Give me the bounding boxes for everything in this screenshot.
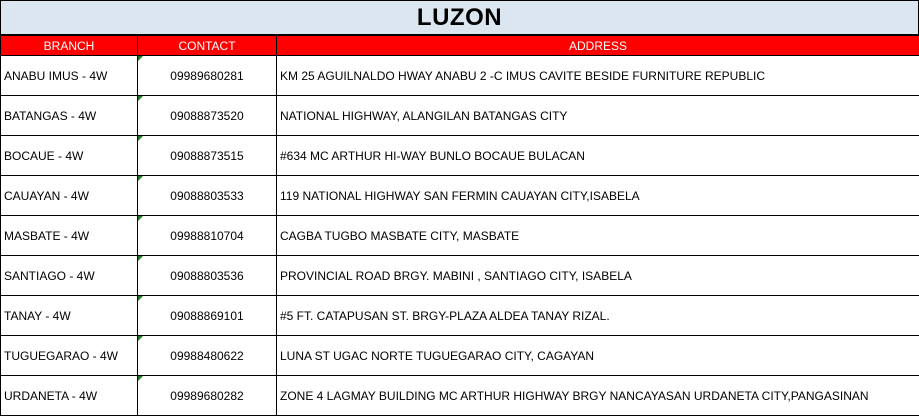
- branch-cell[interactable]: CAUAYAN - 4W: [1, 176, 138, 216]
- column-header-address: ADDRESS: [277, 36, 919, 56]
- address-cell[interactable]: #5 FT. CATAPUSAN ST. BRGY-PLAZA ALDEA TANAY RIZAL.: [277, 296, 919, 336]
- contact-cell[interactable]: 09088869101: [138, 296, 277, 336]
- table-row: [1, 216, 919, 256]
- table-row: [1, 336, 919, 376]
- contact-cell[interactable]: 09989680281: [138, 56, 277, 96]
- address-cell[interactable]: 119 NATIONAL HIGHWAY SAN FERMIN CAUAYAN CITY,ISABELA: [277, 176, 919, 216]
- page-title: LUZON: [417, 4, 502, 32]
- table-row: [1, 56, 919, 96]
- contact-cell[interactable]: 09088803536: [138, 256, 277, 296]
- contact-cell[interactable]: 09989680282: [138, 376, 277, 416]
- contact-cell[interactable]: 09088803533: [138, 176, 277, 216]
- table-row: [1, 136, 919, 176]
- branch-cell[interactable]: ANABU IMUS - 4W: [1, 56, 138, 96]
- branch-cell[interactable]: BOCAUE - 4W: [1, 136, 138, 176]
- title-bar: [0, 0, 919, 35]
- address-cell[interactable]: PROVINCIAL ROAD BRGY. MABINI , SANTIAGO CITY, ISABELA: [277, 256, 919, 296]
- address-cell[interactable]: KM 25 AGUILNALDO HWAY ANABU 2 -C IMUS CAVITE BESIDE FURNITURE REPUBLIC: [277, 56, 919, 96]
- table-row: [1, 296, 919, 336]
- branch-cell[interactable]: MASBATE - 4W: [1, 216, 138, 256]
- column-header-contact: CONTACT: [138, 36, 277, 56]
- branch-cell[interactable]: SANTIAGO - 4W: [1, 256, 138, 296]
- contact-cell[interactable]: 09088873520: [138, 96, 277, 136]
- address-cell[interactable]: CAGBA TUGBO MASBATE CITY, MASBATE: [277, 216, 919, 256]
- table-body: [1, 56, 919, 416]
- address-cell[interactable]: #634 MC ARTHUR HI-WAY BUNLO BOCAUE BULACAN: [277, 136, 919, 176]
- address-cell[interactable]: LUNA ST UGAC NORTE TUGUEGARAO CITY, CAGAYAN: [277, 336, 919, 376]
- contact-cell[interactable]: 09988480622: [138, 336, 277, 376]
- table-row: [1, 376, 919, 416]
- branch-cell[interactable]: TUGUEGARAO - 4W: [1, 336, 138, 376]
- address-cell[interactable]: NATIONAL HIGHWAY, ALANGILAN BATANGAS CITY: [277, 96, 919, 136]
- branch-table: [0, 35, 919, 416]
- branch-cell[interactable]: TANAY - 4W: [1, 296, 138, 336]
- address-cell[interactable]: ZONE 4 LAGMAY BUILDING MC ARTHUR HIGHWAY BRGY NANCAYASAN URDANETA CITY,PANGASINAN: [277, 376, 919, 416]
- branch-cell[interactable]: URDANETA - 4W: [1, 376, 138, 416]
- table-row: [1, 96, 919, 136]
- column-header-branch: BRANCH: [1, 36, 138, 56]
- branch-cell[interactable]: BATANGAS - 4W: [1, 96, 138, 136]
- header-row: [1, 36, 919, 56]
- contact-cell[interactable]: 09988810704: [138, 216, 277, 256]
- table-row: [1, 256, 919, 296]
- contact-cell[interactable]: 09088873515: [138, 136, 277, 176]
- table-row: [1, 176, 919, 216]
